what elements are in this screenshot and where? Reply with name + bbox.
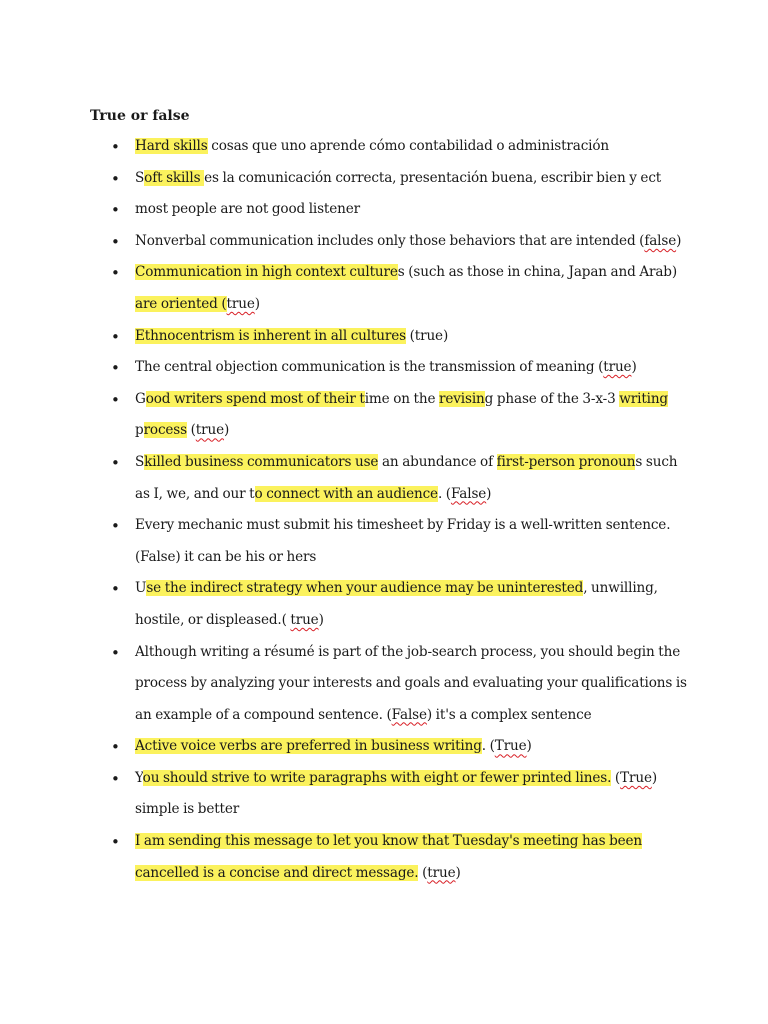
highlighted-text: I am sending this message to let you know that Tuesday's meeting has been c	[135, 833, 643, 881]
item-text: )	[223, 422, 230, 439]
item-text: ) it's a complex sentence	[426, 706, 592, 723]
list-item	[90, 352, 690, 384]
highlighted-text: oft skills	[144, 169, 205, 186]
item-text: es la comunicación correcta, presentación buena, escribir bien y ect	[204, 169, 662, 186]
item-text: s such as I, we, and our t	[135, 453, 678, 502]
item-text: Every mechanic must submit his timesheet by Friday is a well-written sentence. (False) it can be his or hers	[135, 517, 671, 565]
item-text: (	[611, 769, 621, 786]
item-text: )	[631, 359, 637, 376]
item-text: (true)	[405, 327, 449, 344]
list-item	[90, 731, 690, 763]
spellcheck-marked-text: true	[290, 611, 319, 628]
highlighted-text: o connect with an audience	[254, 485, 438, 502]
item-text: s (such as those in china, Japan and Arab)	[397, 264, 678, 281]
item-text: )	[318, 611, 324, 628]
item-text: )	[455, 864, 461, 881]
list-item	[90, 573, 690, 636]
list-item	[90, 194, 690, 226]
question-list	[90, 131, 690, 889]
list-item	[90, 131, 690, 163]
item-text: S	[135, 453, 145, 470]
spellcheck-marked-text: True	[494, 738, 527, 755]
item-text: Y	[135, 769, 143, 786]
document-page	[90, 104, 690, 889]
item-text: Nonverbal communication includes only those behaviors that are intended (	[135, 232, 645, 249]
item-text: G	[135, 390, 146, 407]
highlighted-text: ood writers spend most of their t	[145, 390, 365, 407]
spellcheck-marked-text: true	[195, 422, 224, 439]
list-item	[90, 226, 690, 258]
spellcheck-marked-text: true	[427, 864, 456, 881]
bullet-icon: •	[111, 169, 120, 188]
highlighted-text: Communication in high context culture	[135, 264, 398, 281]
spellcheck-marked-text: true	[226, 295, 255, 312]
bullet-icon: •	[111, 359, 120, 378]
bullet-icon: •	[111, 833, 120, 852]
item-text: . (	[437, 485, 451, 502]
bullet-icon: •	[111, 769, 120, 788]
list-item	[90, 257, 690, 320]
list-item	[90, 637, 690, 732]
bullet-icon: •	[111, 643, 120, 662]
highlighted-text: killed business communicators use	[144, 453, 379, 470]
highlighted-text: ancelled is a concise and direct message.	[142, 864, 419, 881]
highlighted-text: revisin	[439, 390, 485, 407]
highlighted-text: se the indirect strategy when your audience may be uninterested	[146, 580, 584, 597]
bullet-icon: •	[111, 264, 120, 283]
bullet-icon: •	[111, 453, 120, 472]
document-title: True or false	[90, 108, 190, 124]
item-text: , unwilling, hostile, or displeased.(	[135, 580, 658, 628]
item-text: The central objection communication is the transmission of meaning (	[135, 359, 604, 376]
item-text: )	[526, 738, 532, 755]
spellcheck-marked-text: false	[644, 232, 677, 249]
item-text: g phase of the 3-x-3	[484, 390, 620, 407]
item-text: S	[135, 169, 145, 186]
highlighted-text: ou should strive to write paragraphs with eight or fewer printed lines.	[142, 769, 612, 786]
bullet-icon: •	[111, 327, 120, 346]
item-text: p	[135, 422, 144, 439]
list-item	[90, 163, 690, 195]
item-text: (	[186, 422, 196, 439]
spellcheck-marked-text: true	[603, 359, 632, 376]
item-text: ime on the	[364, 390, 440, 407]
bullet-icon: •	[111, 738, 120, 757]
bullet-icon: •	[111, 232, 120, 251]
item-text: )	[676, 232, 682, 249]
bullet-icon: •	[111, 201, 120, 220]
list-item	[90, 763, 690, 826]
item-text: )	[486, 485, 492, 502]
item-text: Although writing a résumé is part of the job-search process, you should begin the process by analyzing your interests and goals and evaluating your qualifications is an example of a compound sentence. (	[135, 643, 687, 723]
highlighted-text: Active voice verbs are preferred in business writing	[135, 738, 482, 755]
item-text: . (	[481, 738, 495, 755]
list-item	[90, 510, 690, 573]
highlighted-text: rocess	[143, 422, 187, 439]
bullet-icon: •	[111, 138, 120, 156]
item-text: )	[254, 295, 260, 312]
item-text: most people are not good listener	[135, 201, 360, 218]
item-text: ) simple is better	[135, 769, 657, 818]
highlighted-text: first-person pronoun	[496, 453, 636, 470]
list-item	[90, 826, 690, 889]
item-text: (	[418, 864, 428, 881]
highlighted-text: Hard skills	[135, 138, 208, 154]
list-item	[90, 384, 690, 447]
item-text: an abundance of	[378, 453, 497, 470]
spellcheck-marked-text: False	[450, 485, 487, 502]
item-text: U	[135, 580, 147, 597]
spellcheck-marked-text: False	[391, 706, 427, 723]
highlighted-text: writing	[619, 390, 668, 407]
bullet-icon: •	[111, 390, 120, 409]
list-item	[90, 447, 690, 510]
highlighted-text: are oriented (	[135, 295, 227, 312]
item-text: cosas que uno aprende cómo contabilidad o administración	[207, 138, 610, 154]
highlighted-text: Ethnocentrism is inherent in all cultures	[135, 327, 406, 344]
bullet-icon: •	[111, 517, 120, 536]
bullet-icon: •	[111, 580, 120, 599]
spellcheck-marked-text: True	[620, 769, 652, 786]
list-item	[90, 321, 690, 353]
